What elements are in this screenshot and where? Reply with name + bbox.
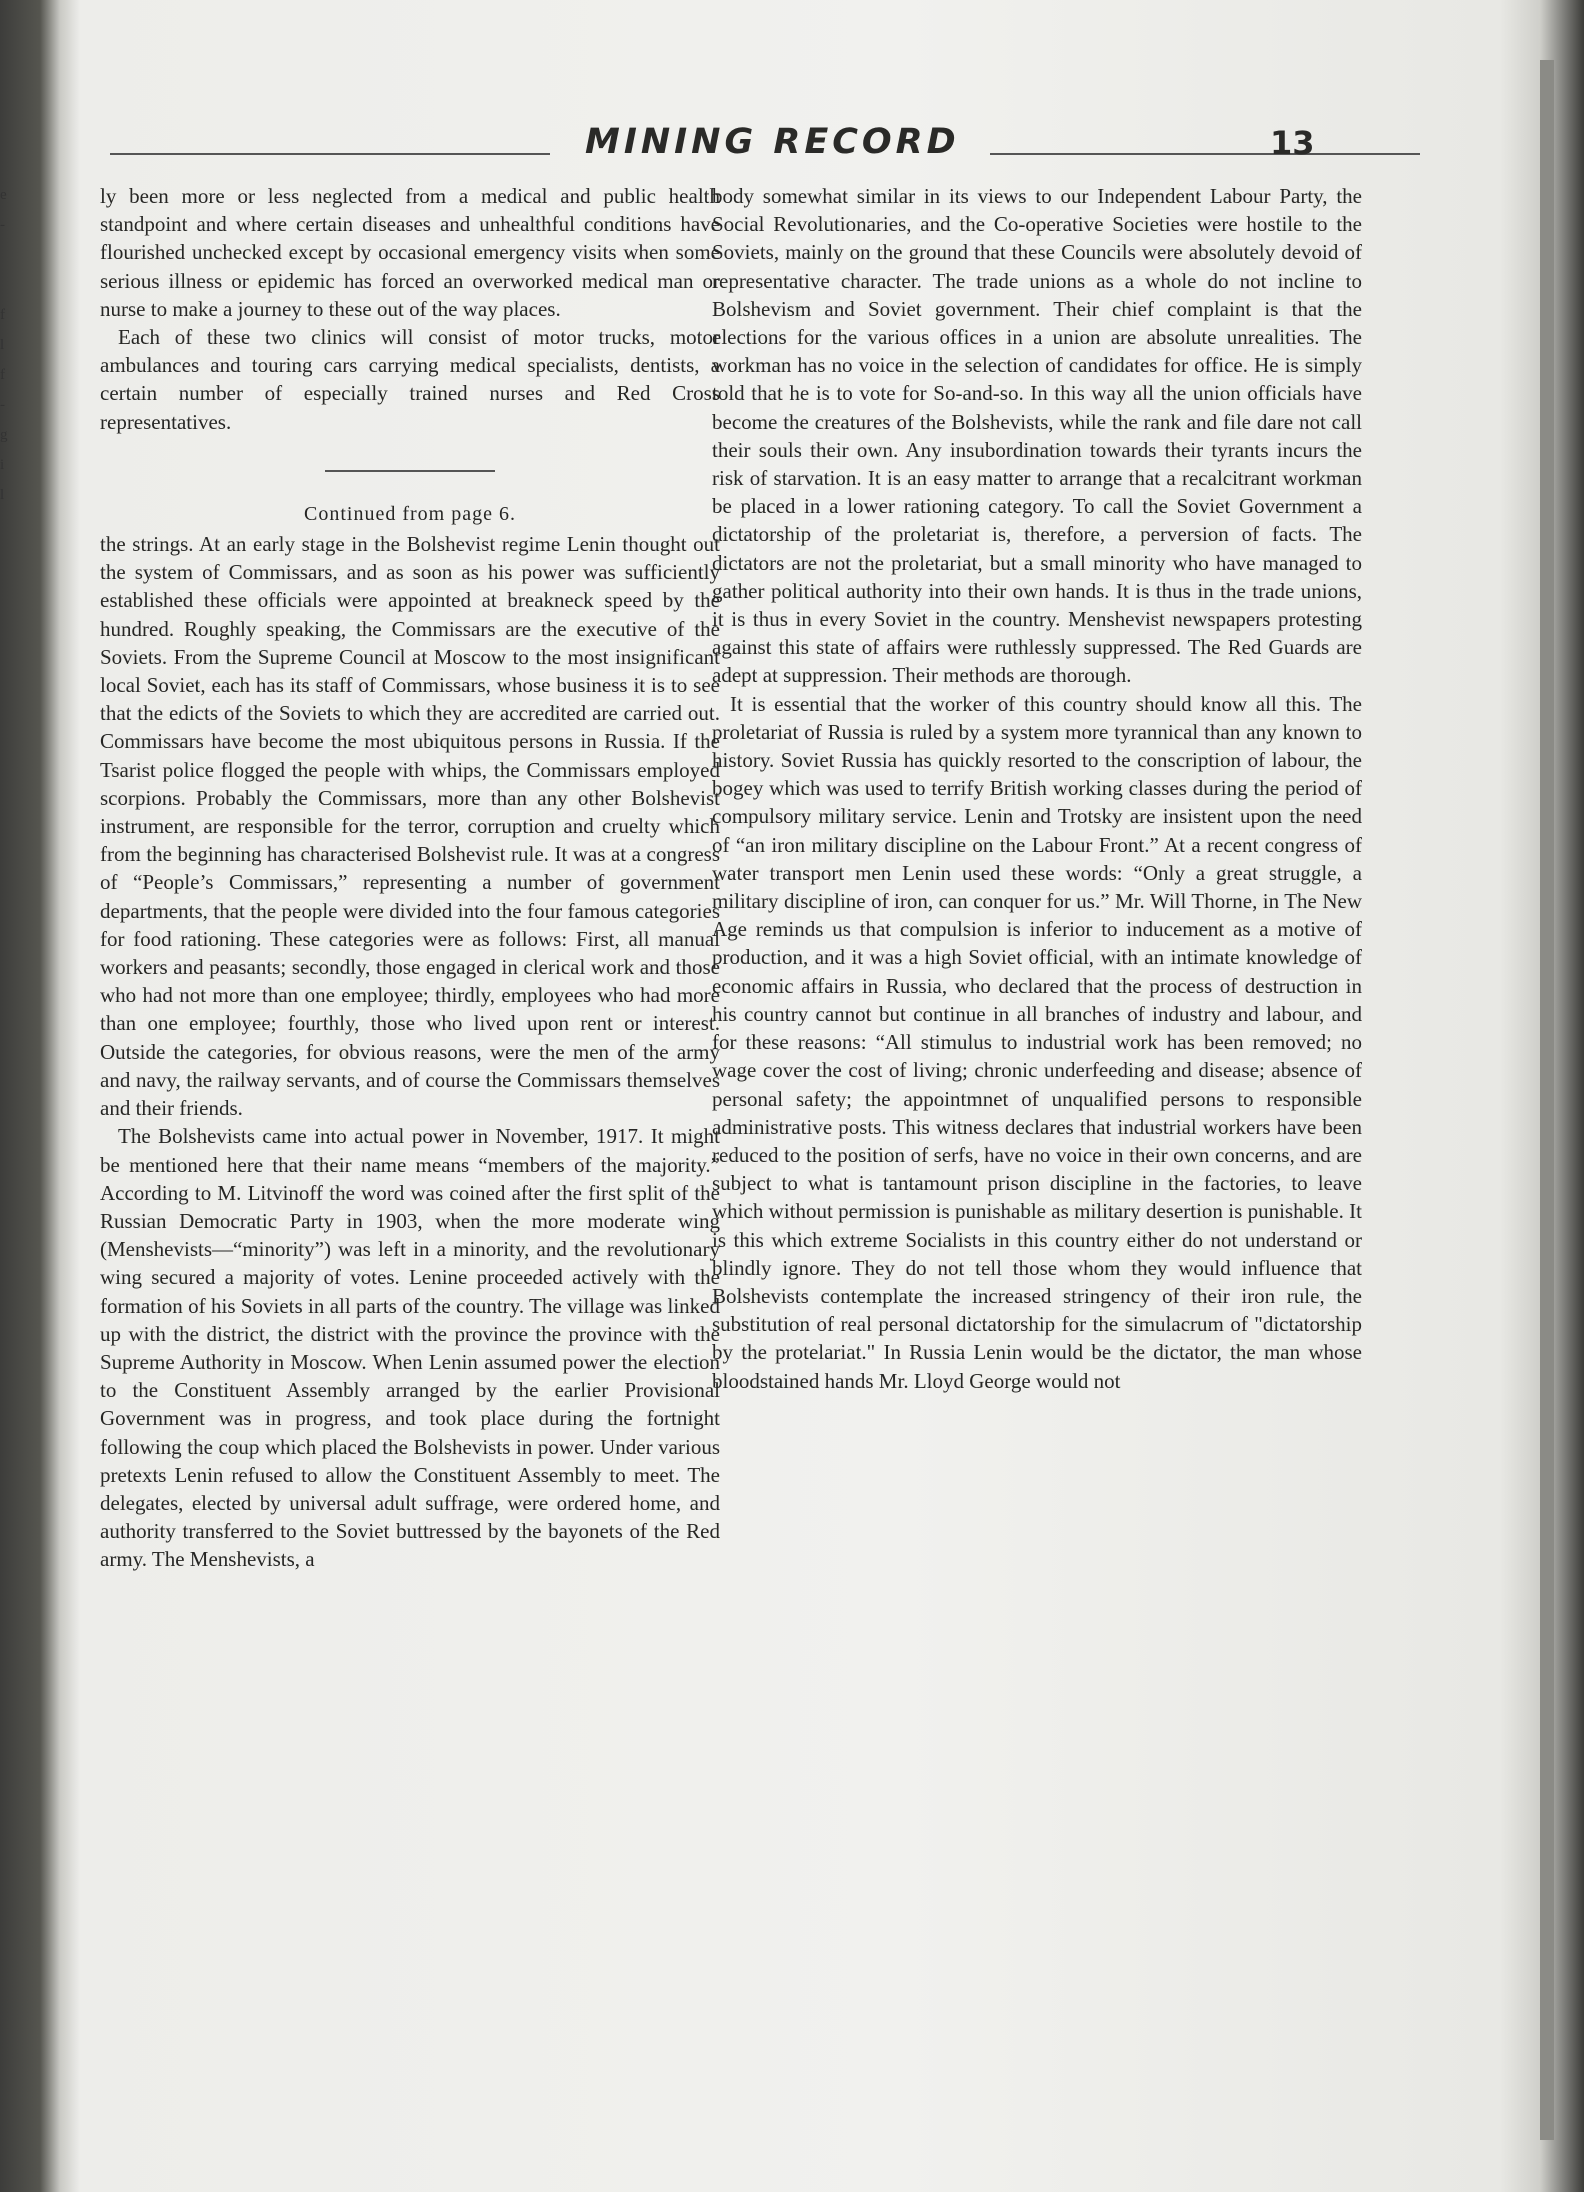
journal-title: MINING RECORD — [585, 122, 960, 162]
page-header — [110, 118, 1380, 178]
gutter-mark: i — [0, 457, 5, 473]
page-number: 13 — [1270, 124, 1315, 162]
intro-paragraph: Each of these two clinics will consist of motor trucks, motor ambulances and touring cars carrying medical specialists, dentists, a certain number of especially trained nurses and Red Cross representatives. — [100, 325, 720, 434]
gutter-mark: l — [0, 487, 5, 503]
header-rule-left — [110, 153, 550, 155]
gutter-mark: - — [0, 217, 5, 233]
gutter-marks — [0, 180, 20, 510]
gutter-mark: g — [0, 427, 8, 443]
article-paragraph: The Bolshevists came into actual power in November, 1917. It might be mentioned here that their name means “members of the majority.” According to M. Litvinoff the word was coined after the first split of the Russian Democratic Party in 1903, when the more moderate wing (Menshevists—“minority”) was left in a minority, and the revolutionary wing secured a majority of votes. Lenine proceeded actively with the formation of his Soviets in all parts of the country. The village was linked up with the district, the district with the province the province with the Supreme Authority in Moscow. When Lenin assumed power the election to the Constituent Assembly arranged by the earlier Provisional Government was in progress, and took place during the fortnight following the coup which placed the Bolshevists in power. Under various pretexts Lenin refused to allow the Constituent Assembly to meet. The delegates, elected by universal adult suffrage, were ordered home, and authority transferred to the Soviet buttressed by the bayonets of the Red army. The Menshevists, a — [100, 1124, 720, 1572]
section-divider — [325, 470, 495, 472]
gutter-mark: e — [0, 187, 7, 203]
gutter-mark: f — [0, 367, 5, 383]
right-column — [712, 182, 1362, 1395]
article-paragraph: body somewhat similar in its views to our Independent Labour Party, the Social Revolutionaries, and the Co-operative Societies were hostile to the Soviets, mainly on the ground that these Councils were absolutely devoid of representative character. The trade unions as a whole do not incline to Bolshevism and Soviet government. Their chief complaint is that the elections for the various offices in a union are absolute unrealities. The workman has no voice in the selection of candidates for office. He is simply told that he is to vote for So-and-so. In this way all the union officials have become the creatures of the Bolshevists, while the rank and file dare not call their souls their own. Any insubordination towards their tyrants incurs the risk of starvation. It is an easy matter to arrange that a recalcitrant workman be placed in a lower rationing category. To call the Soviet Government a dictatorship of the proletariat is, therefore, a perversion of facts. The dictators are not the proletariat, but a small minority who have managed to gather political authority into their own hands. It is thus in the trade unions, it is thus in every Soviet in the country. Menshevist newspapers protesting against this state of affairs were ruthlessly suppressed. The Red Guards are adept at suppression. Their methods are thorough. — [712, 184, 1362, 688]
gutter-mark: - — [0, 397, 5, 413]
gutter-mark: f — [0, 307, 5, 323]
article-paragraph: the strings. At an early stage in the Bolshevist regime Lenin thought out the system of Commissars, and as soon as his power was sufficiently established these officials were appointed at breakneck speed by the hundred. Roughly speaking, the Commissars are the executive of the Soviets. From the Supreme Council at Moscow to the most insignificant local Soviet, each has its staff of Commissars, whose business it is to see that the edicts of the Soviets to which they are accredited are carried out. Commissars have become the most ubiquitous persons in Russia. If the Tsarist police flogged the people with whips, the Commissars employed scorpions. Probably the Commissars, more than any other Bolshevist instrument, are responsible for the terror, corruption and cruelty which from the beginning has characterised Bolshevist rule. It was at a congress of “People’s Commissars,” representing a number of government departments, that the people were divided into the four famous categories for food rationing. These categories were as follows: First, all manual workers and peasants; secondly, those engaged in clerical work and those who had not more than one employee; thirdly, employees who had more than one employee; fourthly, those who lived upon rent or interest. Outside the categories, for obvious reasons, were the men of the army and navy, the railway servants, and of course the Commissars themselves and their friends. — [100, 532, 720, 1121]
binding-edge — [1540, 60, 1554, 2140]
gutter-mark: l — [0, 337, 5, 353]
left-column — [100, 182, 720, 1574]
article-paragraph: It is essential that the worker of this country should know all this. The proletariat of Russia is ruled by a system more tyrannical than any known to history. Soviet Russia has quickly resorted to the conscription of labour, the bogey which was used to terrify British working classes during the period of compulsory military service. Lenin and Trotsky are insistent upon the need of “an iron military discipline on the Labour Front.” At a recent congress of water transport men Lenin used these words: “Only a great struggle, a military discipline of iron, can conquer for us.” Mr. Will Thorne, in The New Age reminds us that compulsion is inferior to inducement as a motive of production, and it was a high Soviet official, with an intimate knowledge of economic affairs in Russia, who declared that the process of destruction in his country cannot but continue in all branches of industry and labour, and for these reasons: “All stimulus to industrial work has been removed; no wage cover the cost of living; chronic underfeeding and disease; absence of personal safety; the appointmnet of unqualified persons to responsible administrative posts. This witness declares that industrial workers have been reduced to the position of serfs, have no voice in their own concerns, and are subject to what is tantamount prison discipline in the factories, to leave which without permission is punishable as military desertion is punishable. It is this which extreme Socialists in this country either do not understand or blindly ignore. They do not tell those whom they would influence that Bolshevists contemplate the increased stringency of their iron rule, the substitution of real personal dictatorship for the simulacrum of "dictatorship by the protelariat." In Russia Lenin would be the dictator, the man whose bloodstained hands Mr. Lloyd George would not — [712, 691, 1362, 1393]
continued-label: Continued from page 6. — [304, 502, 516, 525]
header-rule-right — [990, 153, 1420, 155]
intro-paragraph: ly been more or less neglected from a medical and public health standpoint and where certain diseases and unhealthful conditions have flourished unchecked except by occasional emergency visits when some serious illness or epidemic has forced an overworked medical man or nurse to make a journey to these out of the way places. — [100, 184, 720, 321]
